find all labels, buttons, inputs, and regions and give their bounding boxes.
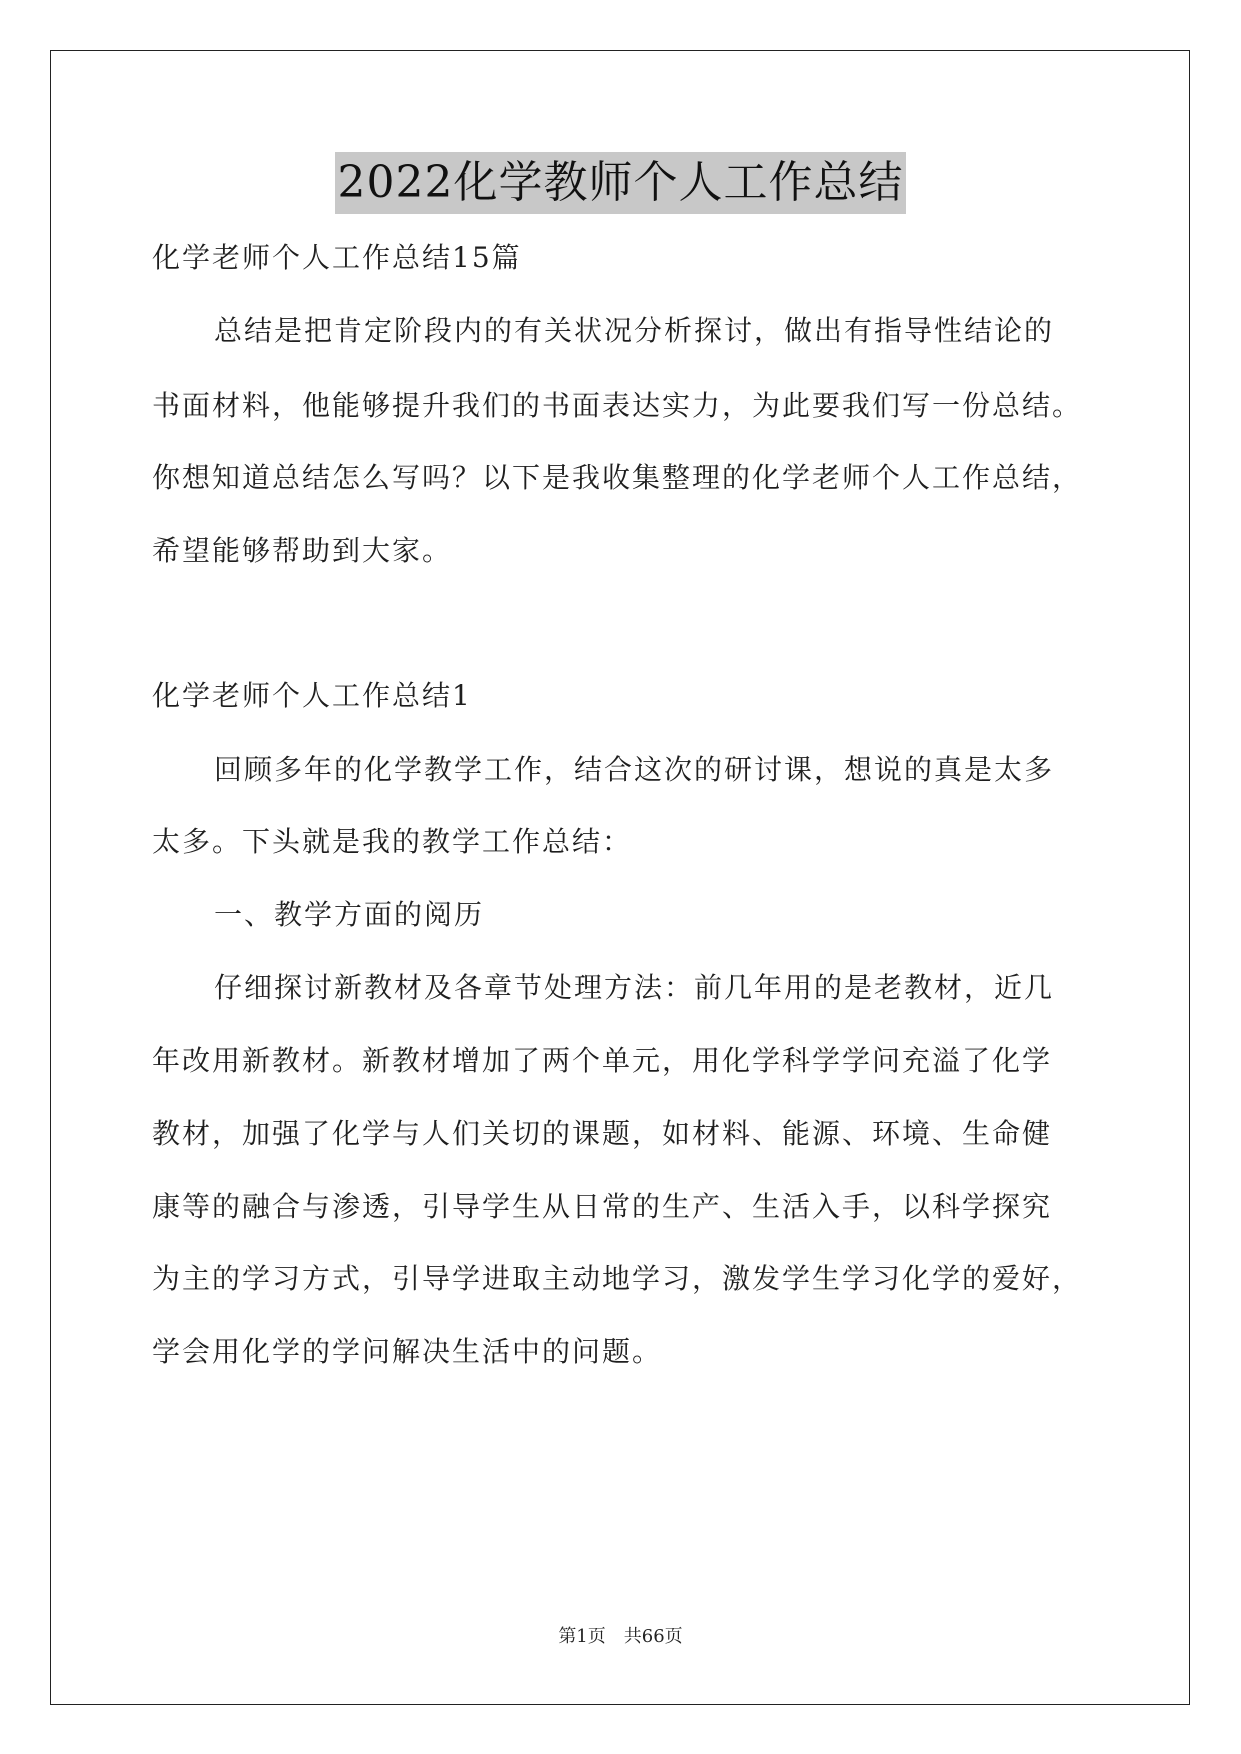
- page-footer: [0, 1624, 1241, 1650]
- paragraph-line: 希望能够帮助到大家。: [152, 534, 453, 567]
- document-title: 2022化学教师个人工作总结: [335, 152, 907, 214]
- paragraph-line: 学会用化学的学问解决生活中的问题。: [152, 1335, 663, 1368]
- paragraph-line: 太多。下头就是我的教学工作总结：: [152, 825, 633, 858]
- title-container: [0, 152, 1241, 214]
- paragraph-line: 仔细探讨新教材及各章节处理方法：前几年用的是老教材，近几: [214, 971, 1055, 1004]
- paragraph-line: 教材，加强了化学与人们关切的课题，如材料、能源、环境、生命健: [152, 1117, 1053, 1150]
- subsection-heading: 一、教学方面的阅历: [214, 898, 485, 931]
- section-heading: 化学老师个人工作总结1: [152, 679, 472, 712]
- paragraph-line: 回顾多年的化学教学工作，结合这次的研讨课，想说的真是太多: [214, 753, 1055, 786]
- paragraph-line: 书面材料，他能够提升我们的书面表达实力，为此要我们写一份总结。: [152, 389, 1083, 422]
- paragraph-line: 为主的学习方式，引导学进取主动地学习，激发学生学习化学的爱好，: [152, 1262, 1083, 1295]
- paragraph-line: 康等的融合与渗透，引导学生从日常的生产、生活入手，以科学探究: [152, 1190, 1053, 1223]
- paragraph-line: 你想知道总结怎么写吗？以下是我收集整理的化学老师个人工作总结，: [152, 461, 1083, 494]
- page-border: [50, 50, 1190, 1705]
- page-number: 第1页: [558, 1626, 606, 1647]
- page-total: 共66页: [623, 1626, 683, 1647]
- subtitle-line: 化学老师个人工作总结15篇: [152, 241, 522, 274]
- paragraph-line: 年改用新教材。新教材增加了两个单元，用化学科学学问充溢了化学: [152, 1044, 1053, 1077]
- paragraph-line: 总结是把肯定阶段内的有关状况分析探讨，做出有指导性结论的: [214, 314, 1055, 347]
